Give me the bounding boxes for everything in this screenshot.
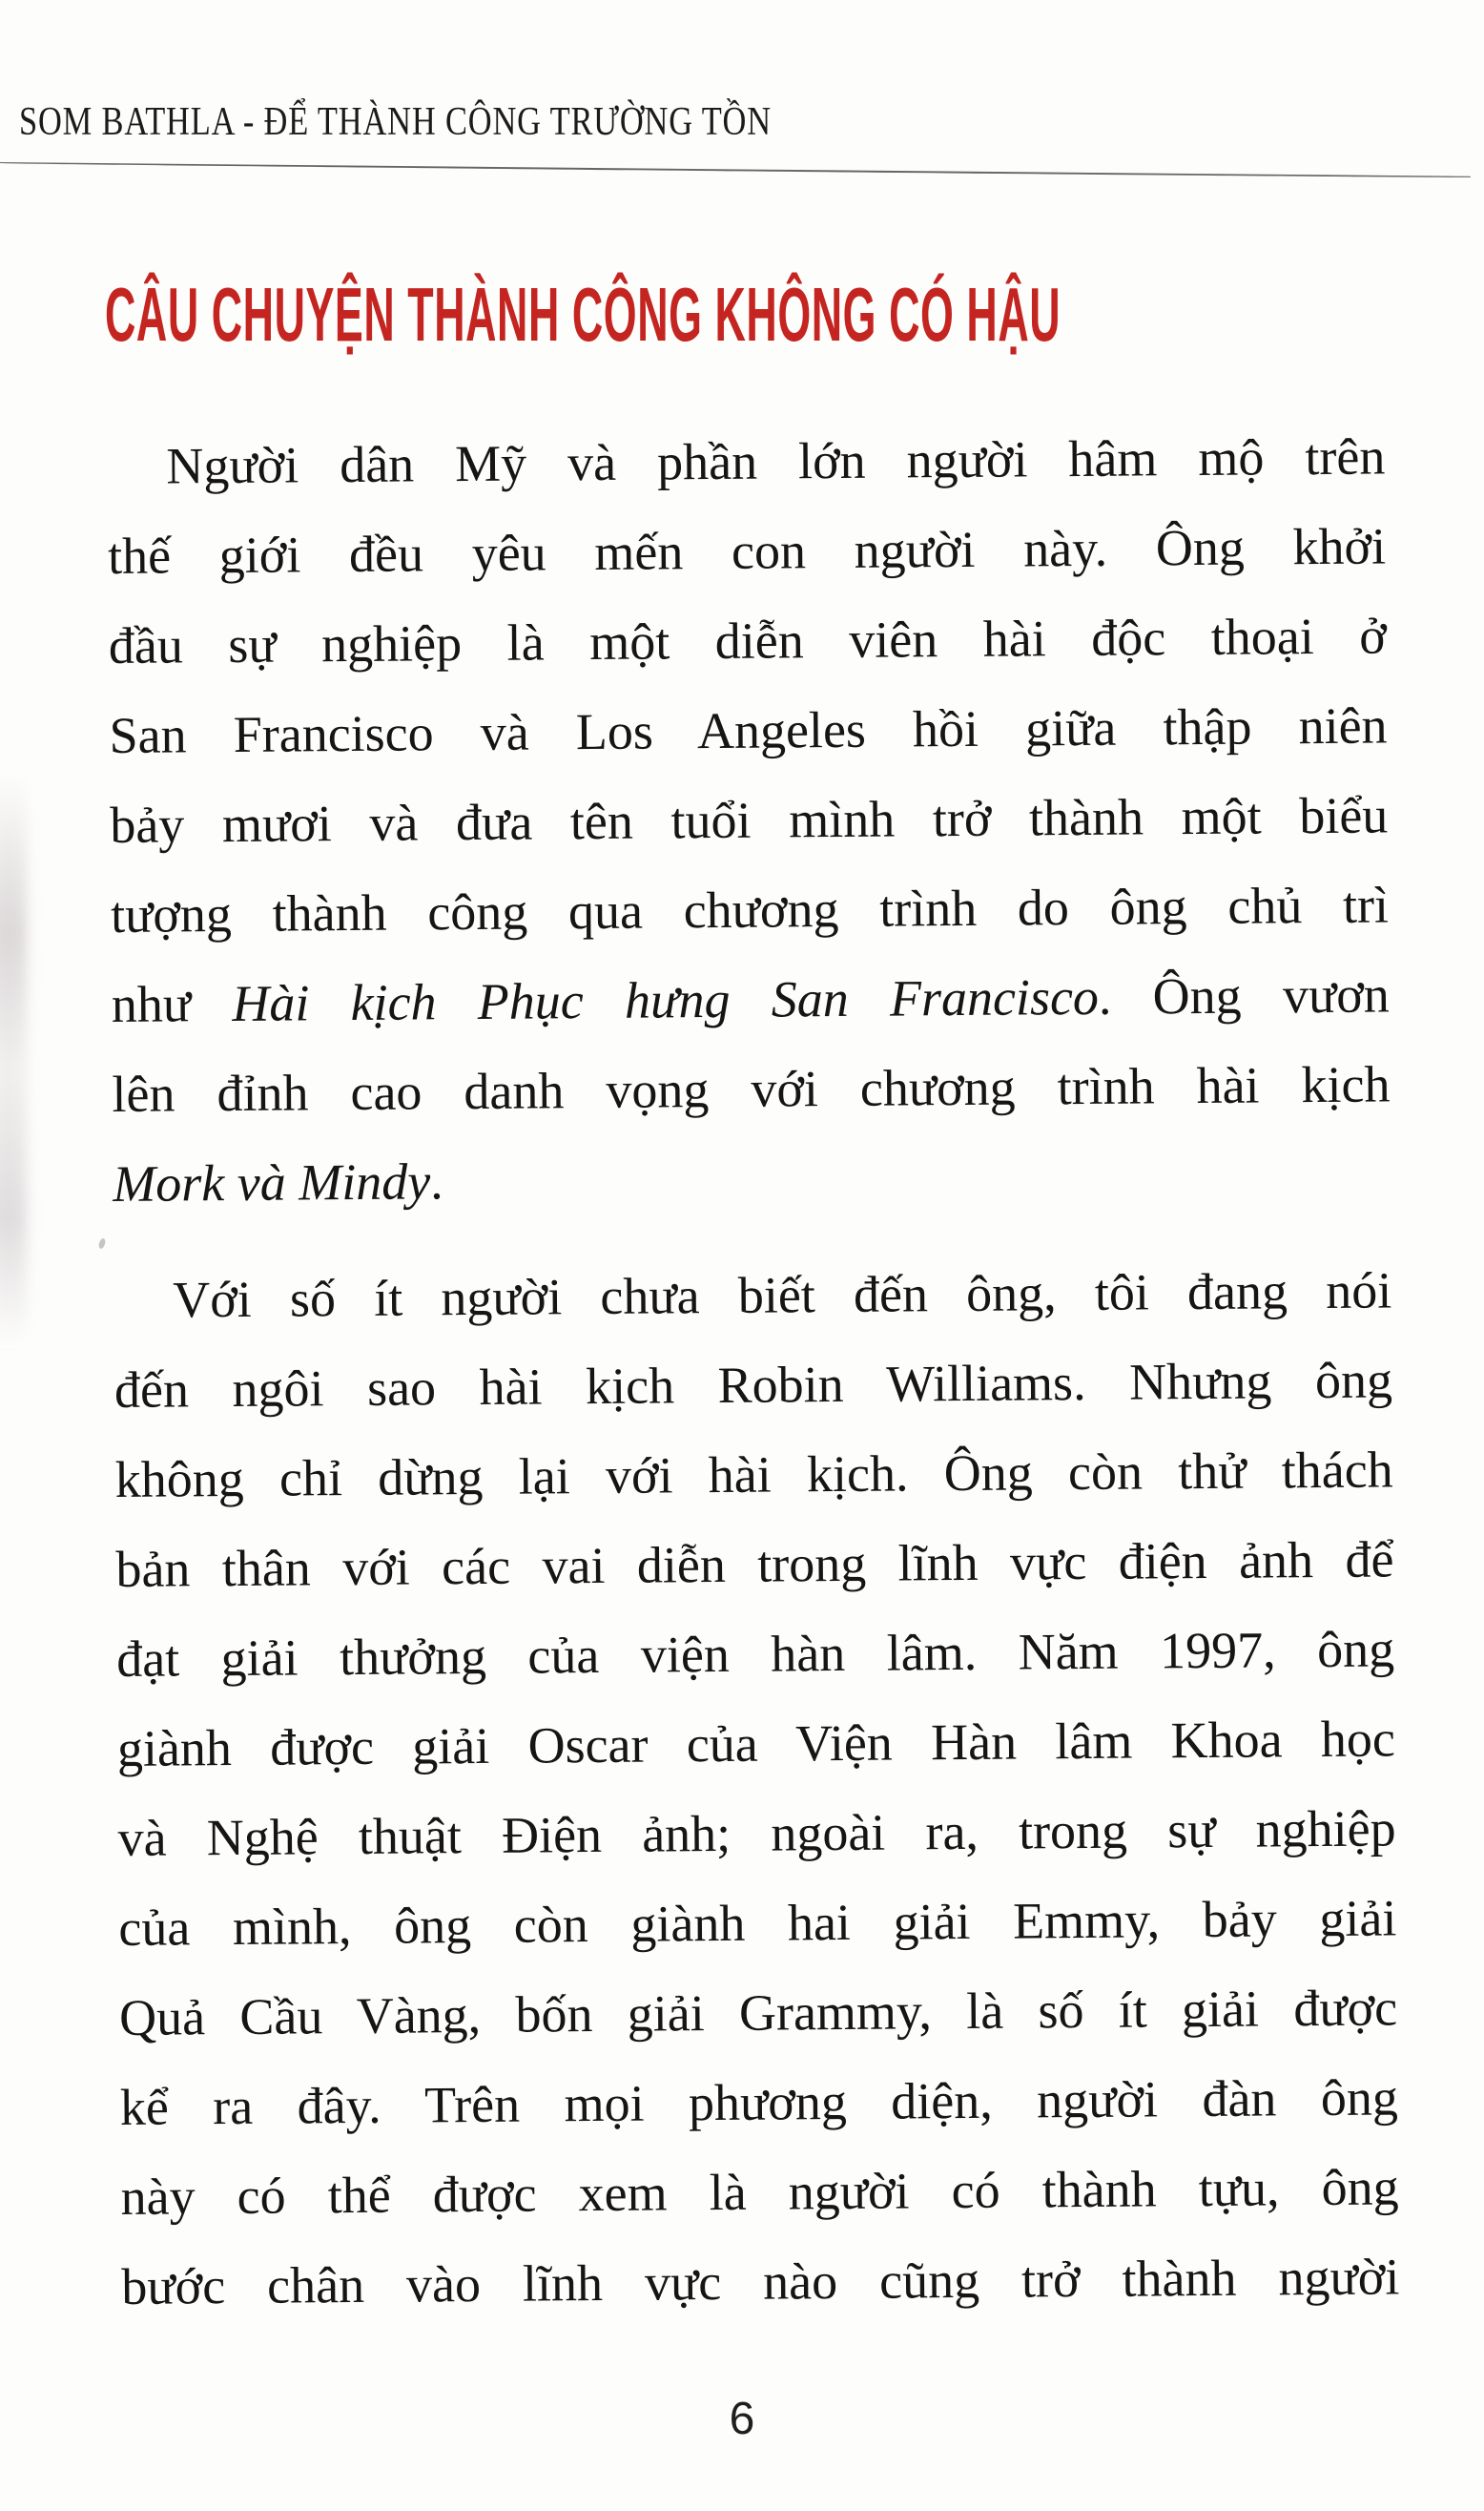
text-line: thế giới đều yêu mến con người này. Ông khởi	[107, 517, 1387, 585]
running-head: SOM BATHLA - ĐỂ THÀNH CÔNG TRƯỜNG TỒN	[19, 100, 772, 144]
scan-edge-shadow	[0, 773, 27, 1345]
text-line: bước chân vào lĩnh vực nào cũng trở thành người	[121, 2248, 1400, 2315]
text-line: Mork và Mindy.	[113, 1152, 443, 1213]
text-line: Quả Cầu Vàng, bốn giải Grammy, là số ít giải được	[118, 1979, 1398, 2046]
paragraph	[107, 411, 1391, 1228]
text-line: và Nghệ thuật Điện ảnh; ngoài ra, trong sự nghiệp	[117, 1799, 1396, 1867]
text-line: Với số ít người chưa biết đến ông, tôi đang nói	[172, 1261, 1392, 1329]
text-line: lên đỉnh cao danh vọng với chương trình hài kịch	[112, 1055, 1391, 1123]
page-number: 6	[729, 2394, 755, 2444]
header-rule	[0, 162, 1471, 178]
scan-speck	[97, 1237, 106, 1249]
text-line: như Hài kịch Phục hưng San Francisco. Ông vươn	[111, 965, 1390, 1033]
text-line: giành được giải Oscar của Viện Hàn lâm Khoa học	[116, 1710, 1396, 1777]
chapter-title: CÂU CHUYỆN THÀNH CÔNG KHÔNG CÓ HẬU	[105, 272, 1061, 357]
body-text	[107, 411, 1400, 2331]
paragraph	[113, 1245, 1400, 2331]
text-line: của mình, ông còn giành hai giải Emmy, bảy giải	[118, 1889, 1397, 1957]
text-line: bảy mươi và đưa tên tuổi mình trở thành một biểu	[110, 786, 1389, 854]
text-line: tượng thành công qua chương trình do ông chủ trì	[110, 876, 1390, 944]
text-line: đầu sự nghiệp là một diễn viên hài độc thoại ở	[108, 607, 1388, 674]
text-line: đến ngôi sao hài kịch Robin Williams. Nhưng ông	[113, 1351, 1393, 1419]
text-line: bản thân với các vai diễn trong lĩnh vực điện ảnh để	[115, 1530, 1394, 1598]
text-line: San Francisco và Los Angeles hồi giữa thập niên	[109, 696, 1388, 764]
text-line: không chỉ dừng lại với hài kịch. Ông còn thử thách	[114, 1441, 1393, 1508]
text-line: đạt giải thưởng của viện hàn lâm. Năm 1997, ông	[115, 1620, 1395, 1688]
text-line: này có thể được xem là người có thành tựu, ông	[120, 2158, 1399, 2226]
text-line: kể ra đây. Trên mọi phương diện, người đàn ông	[119, 2068, 1399, 2136]
text-line: Người dân Mỹ và phần lớn người hâm mộ trên	[166, 427, 1386, 495]
